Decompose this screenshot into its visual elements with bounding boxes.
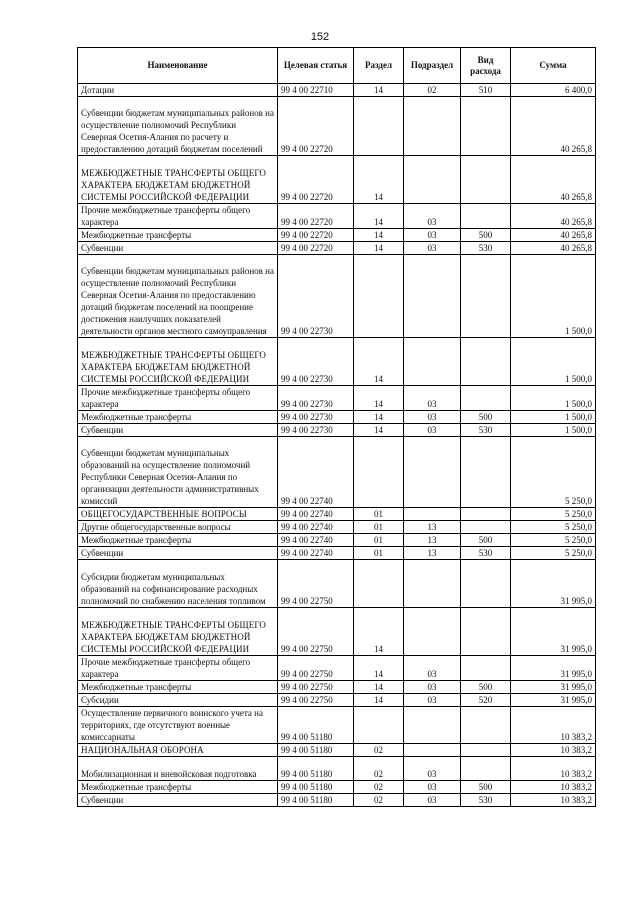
target-article-cell: 99 4 00 22720 — [278, 242, 354, 255]
sum-cell: 10 383,2 — [511, 781, 596, 794]
target-article-cell: 99 4 00 22720 — [278, 97, 354, 156]
sum-cell: 1 500,0 — [511, 424, 596, 437]
sum-cell: 31 995,0 — [511, 608, 596, 656]
table-row — [78, 694, 596, 707]
section-cell: 14 — [354, 84, 404, 97]
row-name-cell: Субвенции бюджетам муниципальных районов на осуществление полномочий Республики Северная Осетия-Алания по предоставлению дотаций бюджетам поселений на поощрение достижения наилучших показателей деятельности органов местного самоуправления — [78, 255, 278, 338]
subsection-cell: 02 — [404, 84, 461, 97]
table-row — [78, 707, 596, 744]
sum-cell: 1 500,0 — [511, 255, 596, 338]
subsection-cell: 03 — [404, 694, 461, 707]
sum-cell: 10 383,2 — [511, 757, 596, 781]
section-cell: 02 — [354, 757, 404, 781]
table-body — [78, 84, 596, 807]
table-row — [78, 229, 596, 242]
section-cell: 14 — [354, 229, 404, 242]
table-row — [78, 521, 596, 534]
subsection-cell: 13 — [404, 534, 461, 547]
section-cell — [354, 560, 404, 608]
section-cell: 02 — [354, 744, 404, 757]
subsection-cell — [404, 608, 461, 656]
row-name-cell: Межбюджетные трансферты — [78, 411, 278, 424]
table-row — [78, 255, 596, 338]
row-name-cell: Межбюджетные трансферты — [78, 229, 278, 242]
section-cell: 14 — [354, 656, 404, 681]
expense-type-cell — [461, 204, 511, 229]
row-name-cell: Межбюджетные трансферты — [78, 534, 278, 547]
expense-type-cell: 500 — [461, 229, 511, 242]
subsection-cell: 13 — [404, 521, 461, 534]
target-article-cell: 99 4 00 22720 — [278, 156, 354, 204]
table-row — [78, 744, 596, 757]
row-name-cell: Мобилизационная и вневойсковая подготовка — [78, 757, 278, 781]
row-name-cell: Осуществление первичного воинского учета на территориях, где отсутствуют военные комиссариаты — [78, 707, 278, 744]
table-row — [78, 242, 596, 255]
table-row — [78, 338, 596, 386]
budget-table — [77, 47, 596, 807]
table-row — [78, 560, 596, 608]
expense-type-cell: 500 — [461, 681, 511, 694]
sum-cell: 31 995,0 — [511, 560, 596, 608]
subsection-cell — [404, 156, 461, 204]
expense-type-cell — [461, 386, 511, 411]
expense-type-cell: 500 — [461, 411, 511, 424]
table-row — [78, 84, 596, 97]
col-header-target-article: Целевая статья — [278, 48, 354, 84]
section-cell: 14 — [354, 694, 404, 707]
sum-cell: 10 383,2 — [511, 794, 596, 807]
subsection-cell — [404, 437, 461, 508]
target-article-cell: 99 4 00 22750 — [278, 560, 354, 608]
expense-type-cell — [461, 97, 511, 156]
row-name-cell: Субвенции бюджетам муниципальных образований на осуществление полномочий Республики Северная Осетия-Алания по организации деятельности административных комиссий — [78, 437, 278, 508]
section-cell: 14 — [354, 386, 404, 411]
col-header-sum: Сумма — [511, 48, 596, 84]
target-article-cell: 99 4 00 22750 — [278, 656, 354, 681]
target-article-cell: 99 4 00 22750 — [278, 681, 354, 694]
table-row — [78, 97, 596, 156]
expense-type-cell: 530 — [461, 547, 511, 560]
sum-cell: 1 500,0 — [511, 338, 596, 386]
row-name-cell: Субвенции — [78, 242, 278, 255]
target-article-cell: 99 4 00 22720 — [278, 229, 354, 242]
section-cell: 01 — [354, 547, 404, 560]
expense-type-cell: 500 — [461, 781, 511, 794]
sum-cell: 10 383,2 — [511, 707, 596, 744]
target-article-cell: 99 4 00 22740 — [278, 437, 354, 508]
expense-type-cell — [461, 560, 511, 608]
subsection-cell: 03 — [404, 781, 461, 794]
col-header-section: Раздел — [354, 48, 404, 84]
subsection-cell — [404, 97, 461, 156]
subsection-cell: 03 — [404, 424, 461, 437]
subsection-cell: 13 — [404, 547, 461, 560]
target-article-cell: 99 4 00 51180 — [278, 757, 354, 781]
section-cell — [354, 437, 404, 508]
row-name-cell: Субвенции — [78, 424, 278, 437]
section-cell — [354, 255, 404, 338]
subsection-cell — [404, 707, 461, 744]
col-header-name: Наименование — [78, 48, 278, 84]
sum-cell: 1 500,0 — [511, 411, 596, 424]
row-name-cell: Межбюджетные трансферты — [78, 781, 278, 794]
section-cell: 14 — [354, 681, 404, 694]
expense-type-cell: 530 — [461, 242, 511, 255]
expense-type-cell: 530 — [461, 424, 511, 437]
sum-cell: 31 995,0 — [511, 656, 596, 681]
sum-cell: 5 250,0 — [511, 521, 596, 534]
expense-type-cell — [461, 757, 511, 781]
section-cell: 02 — [354, 781, 404, 794]
sum-cell: 6 400,0 — [511, 84, 596, 97]
subsection-cell: 03 — [404, 411, 461, 424]
section-cell: 14 — [354, 156, 404, 204]
target-article-cell: 99 4 00 22730 — [278, 338, 354, 386]
sum-cell: 5 250,0 — [511, 547, 596, 560]
sum-cell: 1 500,0 — [511, 386, 596, 411]
target-article-cell: 99 4 00 22740 — [278, 534, 354, 547]
section-cell: 14 — [354, 424, 404, 437]
table-row — [78, 781, 596, 794]
table-row — [78, 757, 596, 781]
table-row — [78, 508, 596, 521]
expense-type-cell — [461, 608, 511, 656]
subsection-cell: 03 — [404, 229, 461, 242]
subsection-cell: 03 — [404, 242, 461, 255]
target-article-cell: 99 4 00 22740 — [278, 547, 354, 560]
sum-cell: 5 250,0 — [511, 508, 596, 521]
row-name-cell: НАЦИОНАЛЬНАЯ ОБОРОНА — [78, 744, 278, 757]
expense-type-cell: 520 — [461, 694, 511, 707]
row-name-cell: Субвенции — [78, 794, 278, 807]
page-number: 152 — [310, 31, 330, 43]
sum-cell: 40 265,8 — [511, 242, 596, 255]
subsection-cell: 03 — [404, 757, 461, 781]
table-row — [78, 534, 596, 547]
expense-type-cell — [461, 338, 511, 386]
table-header — [78, 48, 596, 84]
sum-cell: 40 265,8 — [511, 156, 596, 204]
expense-type-cell — [461, 656, 511, 681]
expense-type-cell: 510 — [461, 84, 511, 97]
subsection-cell — [404, 255, 461, 338]
section-cell — [354, 707, 404, 744]
target-article-cell: 99 4 00 22750 — [278, 608, 354, 656]
table-row — [78, 386, 596, 411]
section-cell: 14 — [354, 242, 404, 255]
target-article-cell: 99 4 00 22750 — [278, 694, 354, 707]
expense-type-cell: 500 — [461, 534, 511, 547]
row-name-cell: Субсидии — [78, 694, 278, 707]
row-name-cell: Прочие межбюджетные трансферты общего характера — [78, 204, 278, 229]
section-cell: 01 — [354, 534, 404, 547]
row-name-cell: Субсидии бюджетам муниципальных образований на софинансирование расходных полномочий по снабжению населения топливом — [78, 560, 278, 608]
target-article-cell: 99 4 00 22730 — [278, 411, 354, 424]
subsection-cell — [404, 744, 461, 757]
sum-cell: 5 250,0 — [511, 437, 596, 508]
row-name-cell: Прочие межбюджетные трансферты общего характера — [78, 656, 278, 681]
target-article-cell: 99 4 00 22740 — [278, 508, 354, 521]
target-article-cell: 99 4 00 22730 — [278, 386, 354, 411]
sum-cell: 40 265,8 — [511, 97, 596, 156]
sum-cell: 5 250,0 — [511, 534, 596, 547]
target-article-cell: 99 4 00 51180 — [278, 794, 354, 807]
table-row — [78, 204, 596, 229]
expense-type-cell — [461, 521, 511, 534]
table-row — [78, 437, 596, 508]
target-article-cell: 99 4 00 51180 — [278, 707, 354, 744]
expense-type-cell — [461, 707, 511, 744]
table-row — [78, 411, 596, 424]
target-article-cell: 99 4 00 22720 — [278, 204, 354, 229]
header-row — [78, 48, 596, 84]
sum-cell: 31 995,0 — [511, 694, 596, 707]
target-article-cell: 99 4 00 22710 — [278, 84, 354, 97]
table-row — [78, 547, 596, 560]
subsection-cell: 03 — [404, 681, 461, 694]
sum-cell: 31 995,0 — [511, 681, 596, 694]
subsection-cell: 03 — [404, 656, 461, 681]
row-name-cell: Субвенции бюджетам муниципальных районов на осуществление полномочий Республики Северная Осетия-Алания по расчету и предоставлению дотаций бюджетам поселений — [78, 97, 278, 156]
expense-type-cell — [461, 744, 511, 757]
section-cell: 14 — [354, 338, 404, 386]
row-name-cell: Прочие межбюджетные трансферты общего характера — [78, 386, 278, 411]
subsection-cell: 03 — [404, 204, 461, 229]
sum-cell: 40 265,8 — [511, 229, 596, 242]
target-article-cell: 99 4 00 51180 — [278, 744, 354, 757]
subsection-cell — [404, 508, 461, 521]
section-cell: 14 — [354, 204, 404, 229]
section-cell: 14 — [354, 608, 404, 656]
row-name-cell: МЕЖБЮДЖЕТНЫЕ ТРАНСФЕРТЫ ОБЩЕГО ХАРАКТЕРА БЮДЖЕТАМ БЮДЖЕТНОЙ СИСТЕМЫ РОССИЙСКОЙ ФЕДЕРАЦИИ — [78, 156, 278, 204]
table-row — [78, 156, 596, 204]
subsection-cell: 03 — [404, 386, 461, 411]
subsection-cell — [404, 338, 461, 386]
table-row — [78, 608, 596, 656]
section-cell: 01 — [354, 508, 404, 521]
row-name-cell: Другие общегосударственные вопросы — [78, 521, 278, 534]
sum-cell: 10 383,2 — [511, 744, 596, 757]
subsection-cell — [404, 560, 461, 608]
target-article-cell: 99 4 00 22740 — [278, 521, 354, 534]
expense-type-cell — [461, 437, 511, 508]
target-article-cell: 99 4 00 51180 — [278, 781, 354, 794]
table-row — [78, 424, 596, 437]
row-name-cell: Дотации — [78, 84, 278, 97]
table-row — [78, 681, 596, 694]
expense-type-cell — [461, 156, 511, 204]
row-name-cell: Межбюджетные трансферты — [78, 681, 278, 694]
col-header-subsection: Подраздел — [404, 48, 461, 84]
row-name-cell: МЕЖБЮДЖЕТНЫЕ ТРАНСФЕРТЫ ОБЩЕГО ХАРАКТЕРА БЮДЖЕТАМ БЮДЖЕТНОЙ СИСТЕМЫ РОССИЙСКОЙ ФЕДЕРАЦИИ — [78, 608, 278, 656]
subsection-cell: 03 — [404, 794, 461, 807]
section-cell: 14 — [354, 411, 404, 424]
row-name-cell: МЕЖБЮДЖЕТНЫЕ ТРАНСФЕРТЫ ОБЩЕГО ХАРАКТЕРА БЮДЖЕТАМ БЮДЖЕТНОЙ СИСТЕМЫ РОССИЙСКОЙ ФЕДЕРАЦИИ — [78, 338, 278, 386]
section-cell — [354, 97, 404, 156]
table-row — [78, 656, 596, 681]
expense-type-cell — [461, 255, 511, 338]
row-name-cell: ОБЩЕГОСУДАРСТВЕННЫЕ ВОПРОСЫ — [78, 508, 278, 521]
expense-type-cell: 530 — [461, 794, 511, 807]
row-name-cell: Субвенции — [78, 547, 278, 560]
expense-type-cell — [461, 508, 511, 521]
section-cell: 02 — [354, 794, 404, 807]
col-header-expense-type: Вид расхода — [461, 48, 511, 84]
target-article-cell: 99 4 00 22730 — [278, 424, 354, 437]
target-article-cell: 99 4 00 22730 — [278, 255, 354, 338]
section-cell: 01 — [354, 521, 404, 534]
table-row — [78, 794, 596, 807]
sum-cell: 40 265,8 — [511, 204, 596, 229]
